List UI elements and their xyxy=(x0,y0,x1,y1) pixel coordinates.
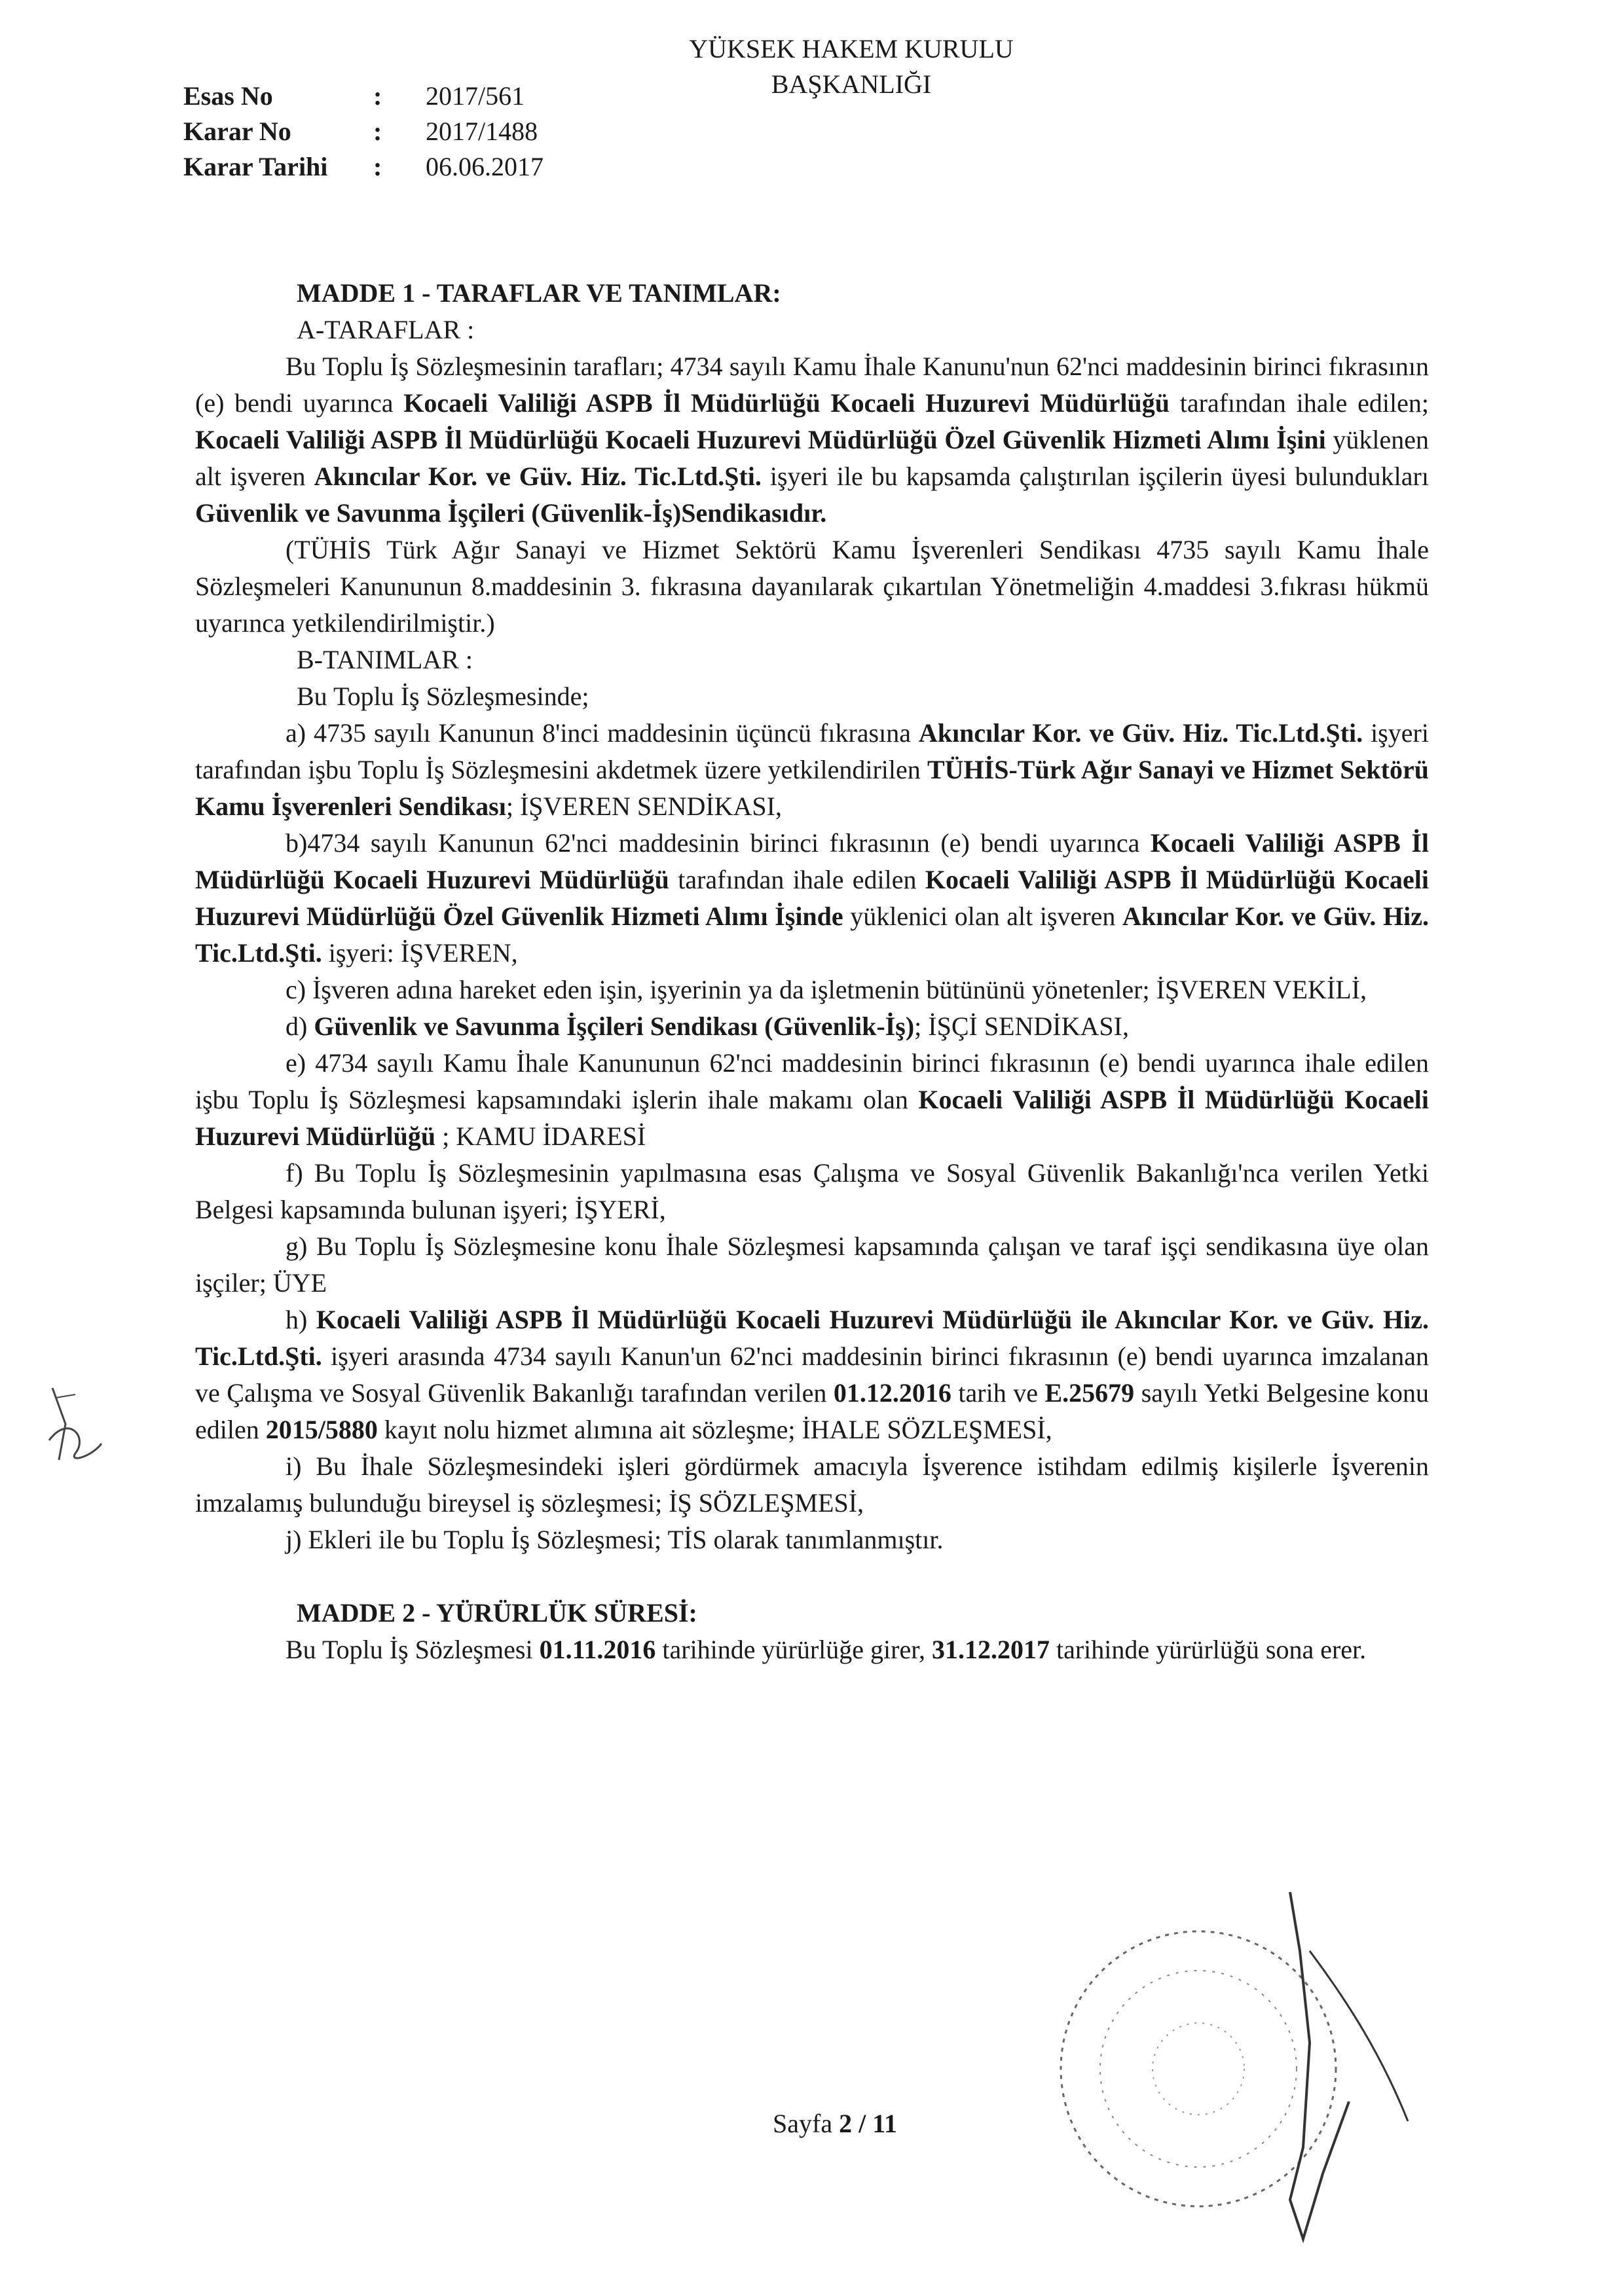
text-run: tarafından ihale edilen; xyxy=(1170,388,1430,418)
text-run-bold: Akıncılar Kor. ve Güv. Hiz. Tic.Ltd.Şti. xyxy=(195,902,1430,968)
definition-item-c: c) İşveren adına hareket eden işin, işyerinin ya da işletmenin bütününü yönetenler; İŞVEREN VEKİLİ, xyxy=(286,975,1367,1004)
case-info-separator: : xyxy=(373,81,382,111)
case-info-separator: : xyxy=(373,152,382,181)
text-run-bold: Kocaeli Valiliği ASPB İl Müdürlüğü Kocaeli Huzurevi Müdürlüğü Özel Güvenlik Hizmeti Alımı İşinde xyxy=(195,865,1429,931)
text-run-bold: 31.12.2017 xyxy=(931,1635,1050,1664)
text-run-bold: Güvenlik ve Savunma İşçileri Sendikası (Güvenlik-İş) xyxy=(314,1011,915,1041)
text-run-bold: 2015/5880 xyxy=(265,1415,378,1444)
taraflar-paragraph xyxy=(195,348,1429,532)
text-run: Bu Toplu İş Sözleşmesi xyxy=(286,1635,540,1664)
handwritten-initial-mark xyxy=(39,1375,118,1473)
authority-line2: BAŞKANLIĞI xyxy=(771,69,932,99)
text-run: ; İŞÇİ SENDİKASI, xyxy=(914,1011,1129,1041)
definition-item-h xyxy=(195,1302,1429,1448)
madde1-title: MADDE 1 - TARAFLAR VE TANIMLAR: xyxy=(297,278,781,308)
madde2-paragraph xyxy=(195,1631,1429,1668)
tanimlar-intro: Bu Toplu İş Sözleşmesinde; xyxy=(297,682,589,711)
case-info-label: Karar No xyxy=(183,117,291,146)
case-info-value: 06.06.2017 xyxy=(426,152,544,181)
definition-item-b xyxy=(195,825,1429,972)
text-run: yüklenici olan alt işveren xyxy=(843,902,1122,931)
text-run-bold: TÜHİS-Türk Ağır Sanayi ve Hizmet Sektörü Kamu İşverenleri Sendikası xyxy=(195,755,1429,821)
case-info-value: 2017/561 xyxy=(426,81,525,111)
text-run: d) xyxy=(286,1011,314,1041)
text-run: tarihinde yürürlüğü sona erer. xyxy=(1049,1635,1367,1664)
text-run: işyeri: İŞVEREN, xyxy=(322,938,518,968)
definition-item-g: g) Bu Toplu İş Sözleşmesine konu İhale Sözleşmesi kapsamında çalışan ve taraf işçi sendikasına üye olan işçiler; ÜYE xyxy=(195,1231,1429,1298)
text-run-bold: Güvenlik ve Savunma İşçileri (Güvenlik-İş)Sendikasıdır. xyxy=(195,498,827,528)
text-run: e) 4734 sayılı Kamu İhale Kanununun 62'nci maddesinin birinci fıkrasının (e) bendi uyarınca ihale edilen işbu Toplu İş Sözleşmesi kapsamındaki işlerin ihale makamı olan xyxy=(195,1048,1429,1114)
case-info-row xyxy=(183,114,544,149)
definition-item-i: i) Bu İhale Sözleşmesindeki işleri gördürmek amacıyla İşverence istihdam edilmiş kişilerle İşverenin imzalamış bulunduğu bireysel iş sözleşmesi; İŞ SÖZLEŞMESİ, xyxy=(195,1451,1429,1518)
text-run: tarihinde yürürlüğe girer, xyxy=(655,1635,932,1664)
text-run-bold: Kocaeli Valiliği ASPB İl Müdürlüğü Kocaeli Huzurevi Müdürlüğü ile Akıncılar Kor. ve Güv. Hiz. Tic.Ltd.Şti. xyxy=(195,1305,1429,1371)
madde2-title: MADDE 2 - YÜRÜRLÜK SÜRESİ: xyxy=(297,1598,697,1628)
text-run: b)4734 sayılı Kanunun 62'nci maddesinin birinci fıkrasının (e) bendi uyarınca xyxy=(286,828,1151,858)
text-run-bold: Kocaeli Valiliği ASPB İl Müdürlüğü Kocaeli Huzurevi Müdürlüğü xyxy=(195,828,1430,894)
text-run-bold: 01.12.2016 xyxy=(833,1378,951,1408)
case-info xyxy=(183,79,544,185)
authority-heading xyxy=(589,31,1113,102)
section-gap xyxy=(195,1558,1429,1595)
text-run-bold: Akıncılar Kor. ve Güv. Hiz. Tic.Ltd.Şti. xyxy=(918,718,1363,748)
case-info-label: Karar Tarihi xyxy=(183,152,328,181)
text-run: ; KAMU İDARESİ xyxy=(435,1121,646,1151)
text-run: ; İŞVEREN SENDİKASI, xyxy=(506,792,782,821)
text-run: işyeri ile bu kapsamda çalıştırılan işçilerin üyesi bulundukları xyxy=(761,462,1429,491)
definition-item-a xyxy=(195,715,1429,825)
case-info-row xyxy=(183,79,544,114)
text-run: işyeri arasında 4734 sayılı Kanun'un 62'nci maddesinin birinci fıkrasının (e) bendi uyarınca imzalanan ve Çalışma ve Sosyal Güvenlik Bakanlığı tarafından verilen xyxy=(195,1341,1429,1408)
text-run-bold: Kocaeli Valiliği ASPB İl Müdürlüğü Kocaeli Huzurevi Müdürlüğü xyxy=(403,388,1170,418)
page-number: 2 / 11 xyxy=(839,2109,897,2138)
case-info-row xyxy=(183,149,544,185)
document-body xyxy=(195,275,1429,1668)
text-run-bold: Kocaeli Valiliği ASPB İl Müdürlüğü Kocaeli Huzurevi Müdürlüğü xyxy=(195,1085,1429,1151)
text-run: tarih ve xyxy=(951,1378,1045,1408)
text-run-bold: E.25679 xyxy=(1044,1378,1135,1408)
taraflar-heading: A-TARAFLAR : xyxy=(297,315,475,344)
page-footer xyxy=(773,2108,897,2139)
text-run: a) 4735 sayılı Kanunun 8'inci maddesinin üçüncü fıkrasına xyxy=(286,718,919,748)
text-run-bold: Kocaeli Valiliği ASPB İl Müdürlüğü Kocaeli Huzurevi Müdürlüğü Özel Güvenlik Hizmeti Alımı İşini xyxy=(195,425,1326,454)
text-run: h) xyxy=(286,1305,316,1334)
tanimlar-heading: B-TANIMLAR : xyxy=(297,645,473,674)
text-run: Bu Toplu İş Sözleşmesinin tarafları; 4734 sayılı Kamu İhale Kanunu'nun 62'nci maddesinin birinci fıkrasının (e) bendi uyarınca xyxy=(195,352,1429,418)
text-run: işyeri tarafından işbu Toplu İş Sözleşmesini akdetmek üzere yetkilendirilen xyxy=(195,718,1429,784)
text-run-bold: 01.11.2016 xyxy=(539,1635,656,1664)
official-stamp-and-signature xyxy=(1041,1872,1447,2252)
definition-item-d xyxy=(195,1008,1429,1045)
tuhis-note-paragraph: (TÜHİS Türk Ağır Sanayi ve Hizmet Sektörü Kamu İşverenleri Sendikası 4735 sayılı Kamu İhale Sözleşmeleri Kanununun 8.maddesinin 3. fıkrasına dayanılarak çıkartılan Yönetmeliğin 4.maddesi 3.fıkrası hükmü uyarınca yetkilendirilmiştir.) xyxy=(195,535,1429,638)
case-info-separator: : xyxy=(373,117,382,146)
case-info-label: Esas No xyxy=(183,81,273,111)
definition-item-e xyxy=(195,1045,1429,1155)
text-run: yüklenen alt işveren xyxy=(195,425,1429,491)
case-info-value: 2017/1488 xyxy=(426,117,538,146)
text-run: sayılı Yetki Belgesine konu edilen xyxy=(195,1378,1429,1444)
page-label: Sayfa xyxy=(773,2109,840,2138)
text-run: tarafından ihale edilen xyxy=(669,865,925,894)
text-run: kayıt nolu hizmet alımına ait sözleşme; İHALE SÖZLEŞMESİ, xyxy=(377,1415,1052,1444)
definition-item-j: j) Ekleri ile bu Toplu İş Sözleşmesi; TİS olarak tanımlanmıştır. xyxy=(286,1525,944,1554)
authority-line1: YÜKSEK HAKEM KURULU xyxy=(689,34,1014,64)
text-run-bold: Akıncılar Kor. ve Güv. Hiz. Tic.Ltd.Şti. xyxy=(314,462,762,491)
definition-item-f: f) Bu Toplu İş Sözleşmesinin yapılmasına esas Çalışma ve Sosyal Güvenlik Bakanlığı'nca verilen Yetki Belgesi kapsamında bulunan işyeri; İŞYERİ, xyxy=(195,1158,1429,1224)
